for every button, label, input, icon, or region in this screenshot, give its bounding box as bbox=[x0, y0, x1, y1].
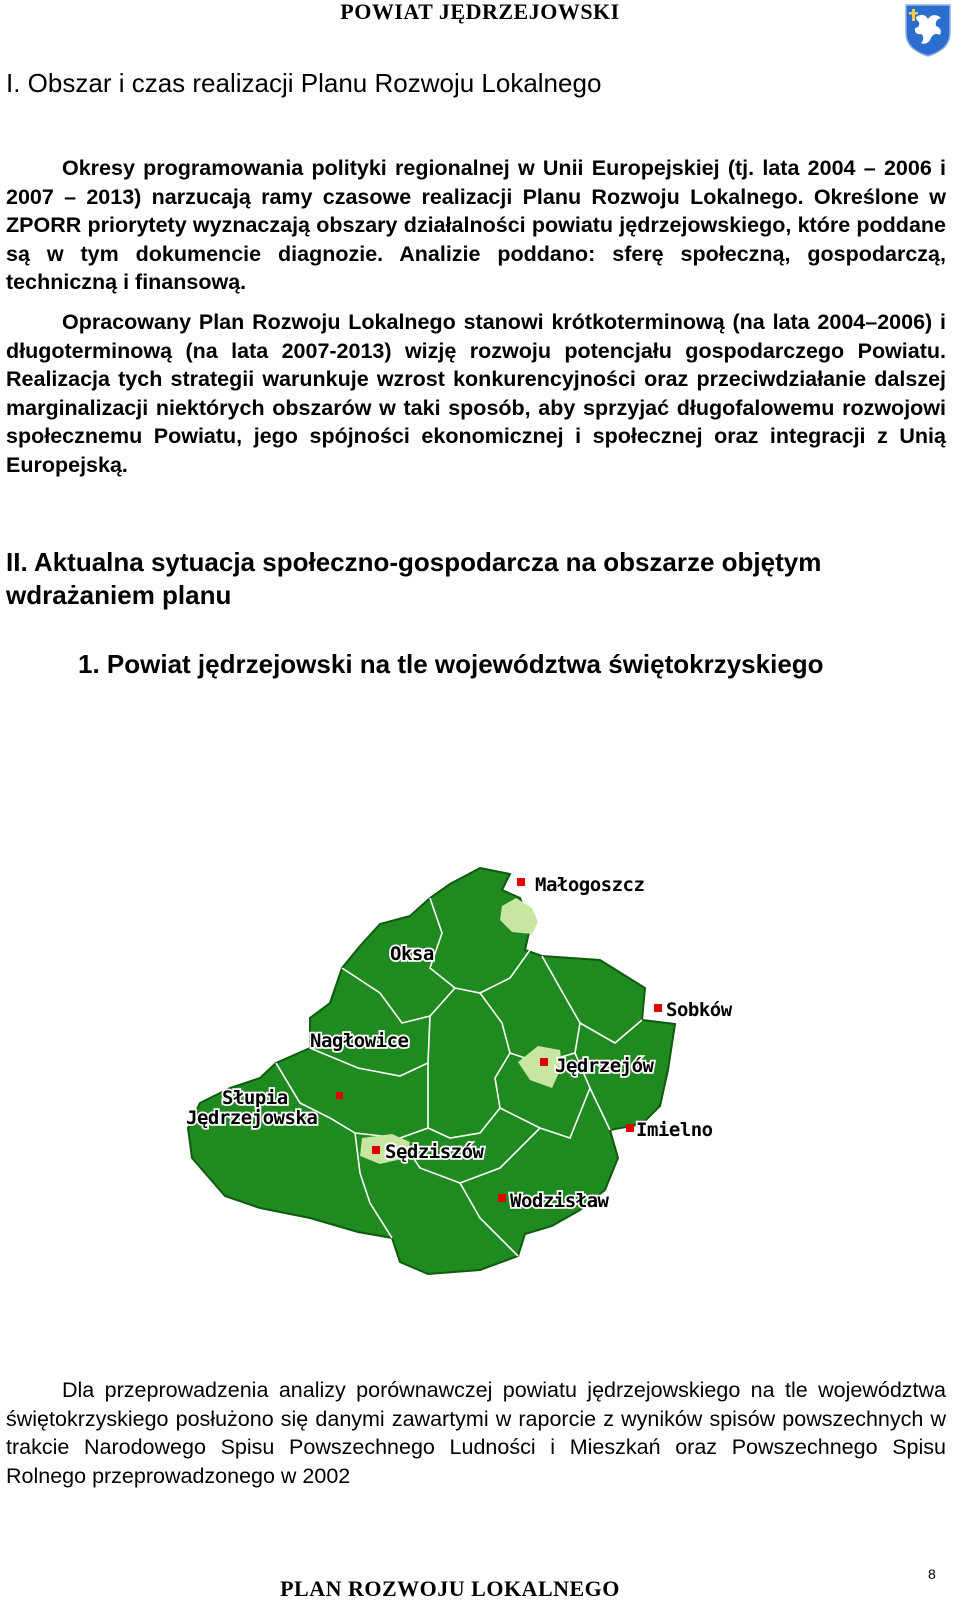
page-footer-title: PLAN ROZWOJU LOKALNEGO bbox=[280, 1576, 620, 1601]
map-label-slupia: Słupia bbox=[222, 1087, 288, 1109]
map-label-jedrzejowska: Jędrzejowska bbox=[186, 1107, 318, 1129]
section-2-heading: II. Aktualna sytuacja społeczno-gospodarcza na obszarze objętym wdrażaniem planu bbox=[6, 547, 822, 610]
coat-of-arms-icon bbox=[904, 3, 952, 57]
map-label-sedziszow: Sędziszów bbox=[385, 1141, 484, 1163]
map-label-wodzislaw: Wodzisław bbox=[510, 1190, 609, 1212]
section-1-heading: I. Obszar i czas realizacji Planu Rozwoju Lokalnego bbox=[6, 68, 602, 98]
page-header-title: POWIAT JĘDRZEJOWSKI bbox=[340, 0, 620, 24]
map-label-sobkow: Sobków bbox=[666, 999, 732, 1021]
jedrzejow-marker bbox=[540, 1058, 548, 1066]
subsection-heading: 1. Powiat jędrzejowski na tle województwa świętokrzyskiego bbox=[78, 649, 824, 679]
map-svg bbox=[180, 838, 732, 1308]
page-number: 8 bbox=[928, 1566, 936, 1582]
map-label-jedrzejow: Jędrzejów bbox=[555, 1055, 654, 1077]
paragraph-plan-vision: Opracowany Plan Rozwoju Lokalnego stanowi krótkoterminową (na lata 2004–2006) i długoterminową (na lata 2007-2013) wizję rozwoju potencjału gospodarczego Powiatu. Realizacja tych strategii warunkuje wzrost konkurencyjności oraz przeciwdziałanie dalszej marginalizacji niektórych obszarów w taki sposób, aby sprzyjać długofalowemu rozwojowi społecznemu Powiatu, jego spójności ekonomicznej i społecznej oraz integracji z Unią Europejską. bbox=[6, 310, 946, 477]
paragraph-time-frame: Okresy programowania polityki regionalnej w Unii Europejskiej (tj. lata 2004 – 2006 i 2007 – 2013) narzucają ramy czasowe realizacji Planu Rozwoju Lokalnego. Określone w ZPORR priorytety wyznaczają obszary działalności powiatu jędrzejowskiego, które poddane są w tym dokumencie diagnozie. Analizie poddano: sferę społeczną, gospodarczą, techniczną i finansową. bbox=[6, 156, 946, 295]
powiat-map bbox=[180, 838, 732, 1308]
slupia-marker bbox=[336, 1092, 343, 1099]
sobkow-marker bbox=[654, 1004, 662, 1012]
map-label-naglowice: Nagłowice bbox=[310, 1030, 409, 1052]
paragraph-data-sources: Dla przeprowadzenia analizy porównawczej powiatu jędrzejowskiego na tle województwa świętokrzyskiego posłużono się danymi zawartymi w raporcie z wyników spisów powszechnych w trakcie Narodowego Spisu Powszechnego Ludności i Mieszkań oraz Powszechnego Spisu Rolnego przeprowadzonego w 2002 bbox=[6, 1378, 946, 1488]
map-label-oksa: Oksa bbox=[390, 943, 434, 965]
map-label-malogoszcz: Małogoszcz bbox=[535, 874, 645, 896]
imielno-marker bbox=[626, 1124, 634, 1132]
sedziszow-marker bbox=[372, 1146, 380, 1154]
malogoszcz-marker bbox=[517, 878, 525, 886]
wodzislaw-marker bbox=[498, 1194, 506, 1202]
map-label-imielno: Imielno bbox=[636, 1119, 713, 1141]
